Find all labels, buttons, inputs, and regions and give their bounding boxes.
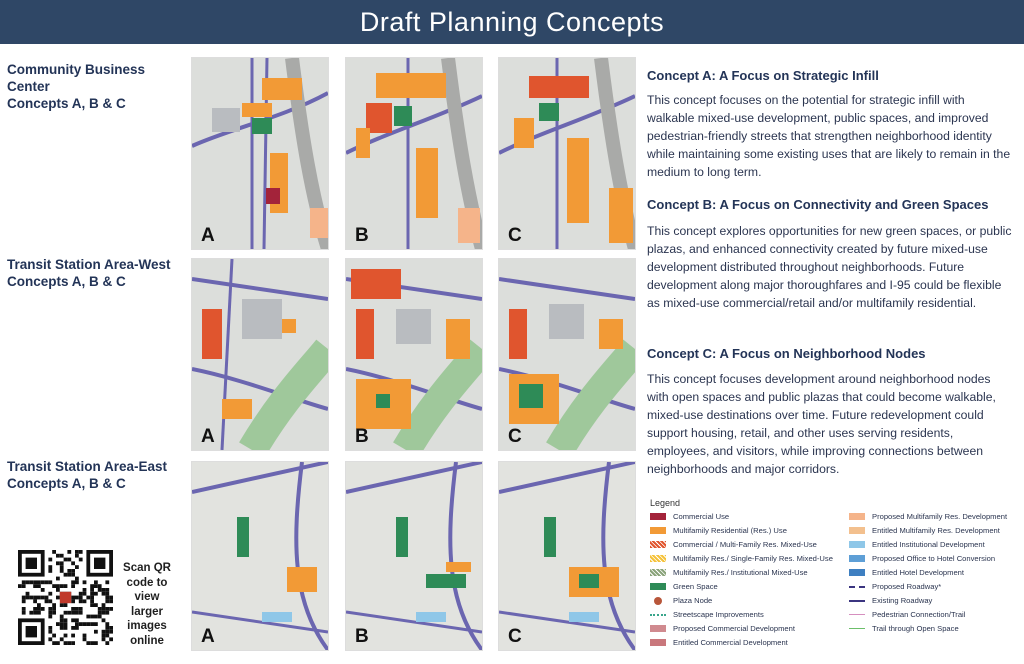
legend-item [650, 638, 788, 647]
map-letter: A [201, 626, 215, 647]
map-cbc-concept-b[interactable] [345, 57, 483, 250]
legend-item-label: Proposed Commercial Development [673, 624, 795, 633]
row-label-line1: Transit Station Area-East [7, 459, 168, 474]
legend-item-label: Commercial / Multi-Family Res. Mixed-Use [673, 540, 817, 549]
legend-item-label: Streetscape Improvements [673, 610, 764, 619]
map-tsa-west-concept-b[interactable] [345, 258, 483, 451]
legend-item [650, 540, 817, 549]
legend-item [650, 610, 764, 619]
map-tsa-west-concept-a[interactable] [191, 258, 329, 451]
legend-item-label: Pedestrian Connection/Trail [872, 610, 966, 619]
legend-title: Legend [650, 498, 681, 508]
legend-swatch-icon [650, 583, 666, 590]
legend-item-label: Entitled Institutional Development [872, 540, 985, 549]
map-tsa-west-concept-c[interactable] [498, 258, 636, 451]
row-label-transit-west [7, 256, 187, 290]
map-letter: A [201, 426, 215, 447]
legend-swatch-icon [849, 569, 865, 576]
legend-item-label: Trail through Open Space [872, 624, 959, 633]
concept-a-body: This concept focuses on the potential for strategic infill with walkable mixed-use development, public spaces, and improved pedestrian-friendly streets that strengthen neighborhood identity while maintaining some existing uses that are likely to remain in the medium to long term. [647, 93, 1011, 179]
map-letter: C [508, 626, 522, 647]
legend-item [849, 526, 1000, 535]
legend-item [650, 526, 787, 535]
map-tsa-east-concept-b[interactable] [345, 461, 483, 651]
map-letter: B [355, 225, 369, 246]
map-letter: B [355, 626, 369, 647]
legend-item-label: Proposed Roadway* [872, 582, 942, 591]
legend-item-label: Plaza Node [673, 596, 713, 605]
legend-item [849, 554, 995, 563]
map-cbc-concept-a[interactable] [191, 57, 329, 250]
concept-b-heading: Concept B: A Focus on Connectivity and Green Spaces [647, 197, 989, 212]
row-label-community-business-center [7, 61, 187, 112]
legend-swatch-icon [849, 614, 865, 615]
page-header [0, 0, 1024, 44]
qr-code-icon[interactable] [18, 550, 113, 645]
legend-item [849, 624, 959, 633]
legend-swatch-icon [650, 569, 666, 576]
legend-swatch-icon [849, 513, 865, 520]
legend-swatch-icon [650, 625, 666, 632]
legend-item [650, 582, 718, 591]
legend-item-label: Existing Roadway [872, 596, 933, 605]
legend-item-label: Proposed Multifamily Res. Development [872, 512, 1008, 521]
legend-item-label: Multifamily Res./ Institutional Mixed-Use [673, 568, 808, 577]
legend-item [650, 512, 729, 521]
legend-swatch-icon [650, 555, 666, 562]
legend-item-label: Multifamily Residential (Res.) Use [673, 526, 787, 535]
map-letter: A [201, 225, 215, 246]
legend-item [849, 610, 965, 619]
legend-item-label: Proposed Office to Hotel Conversion [872, 554, 996, 563]
map-letter: C [508, 225, 522, 246]
legend-item [849, 582, 941, 591]
legend-swatch-icon [849, 628, 865, 629]
legend-item-label: Green Space [673, 582, 718, 591]
legend-item [650, 596, 712, 605]
row-label-line1: Transit Station Area-West [7, 257, 171, 272]
qr-caption: Scan QR code to view larger images online [123, 562, 171, 647]
row-label-line2: Concepts A, B & C [7, 476, 126, 491]
legend-swatch-icon [849, 527, 865, 534]
legend-item-label: Multifamily Res./ Single-Family Res. Mixed-Use [673, 554, 833, 563]
row-label-transit-east [7, 458, 187, 492]
row-label-line2: Concepts A, B & C [7, 274, 126, 289]
legend-item-label: Entitled Multifamily Res. Development [872, 526, 1000, 535]
legend-item [650, 554, 833, 563]
page-title: Draft Planning Concepts [359, 6, 665, 37]
map-letter: C [508, 426, 522, 447]
legend-swatch-icon [650, 639, 666, 646]
legend-swatch-icon [650, 614, 666, 616]
map-cbc-concept-c[interactable] [498, 57, 636, 250]
legend-item [650, 624, 795, 633]
row-label-line2: Concepts A, B & C [7, 96, 126, 111]
legend-item-label: Commercial Use [673, 512, 730, 521]
concept-c-heading: Concept C: A Focus on Neighborhood Nodes [647, 346, 926, 361]
concept-c-body: This concept focuses development around neighborhood nodes with open spaces and public plazas that could become walkable, mixed-use destinations over time. Future redevelopment could support housing, retail, and other uses serving residents, employees, and visitors, while improving connections between neighborhoods and major corridors. [647, 372, 996, 476]
row-label-line1: Community Business Center [7, 62, 146, 94]
legend-item [849, 596, 932, 605]
legend-swatch-icon [849, 586, 865, 588]
legend-swatch-icon [849, 600, 865, 602]
map-tsa-east-concept-a[interactable] [191, 461, 329, 651]
map-letter: B [355, 426, 369, 447]
legend-swatch-icon [849, 541, 865, 548]
legend-swatch-icon [849, 555, 865, 562]
legend-item [849, 568, 964, 577]
legend-item [650, 568, 808, 577]
map-tsa-east-concept-c[interactable] [498, 461, 636, 651]
legend-swatch-icon [654, 597, 662, 605]
legend-item [849, 512, 1007, 521]
concept-b-body: This concept explores opportunities for new green spaces, or public plazas, and enhanced connectivity created by future mixed-use development distributed throughout neighborhoods. Future development along major thoroughfares and I-95 could be flexible as mixed-use commercial/retail and/or multifamily residential. [647, 224, 1012, 310]
legend-swatch-icon [650, 541, 666, 548]
legend-item-label: Entitled Hotel Development [872, 568, 965, 577]
legend-item-label: Entitled Commercial Development [673, 638, 788, 647]
legend-item [849, 540, 985, 549]
concept-a-heading: Concept A: A Focus on Strategic Infill [647, 68, 879, 83]
legend-swatch-icon [650, 513, 666, 520]
legend-swatch-icon [650, 527, 666, 534]
